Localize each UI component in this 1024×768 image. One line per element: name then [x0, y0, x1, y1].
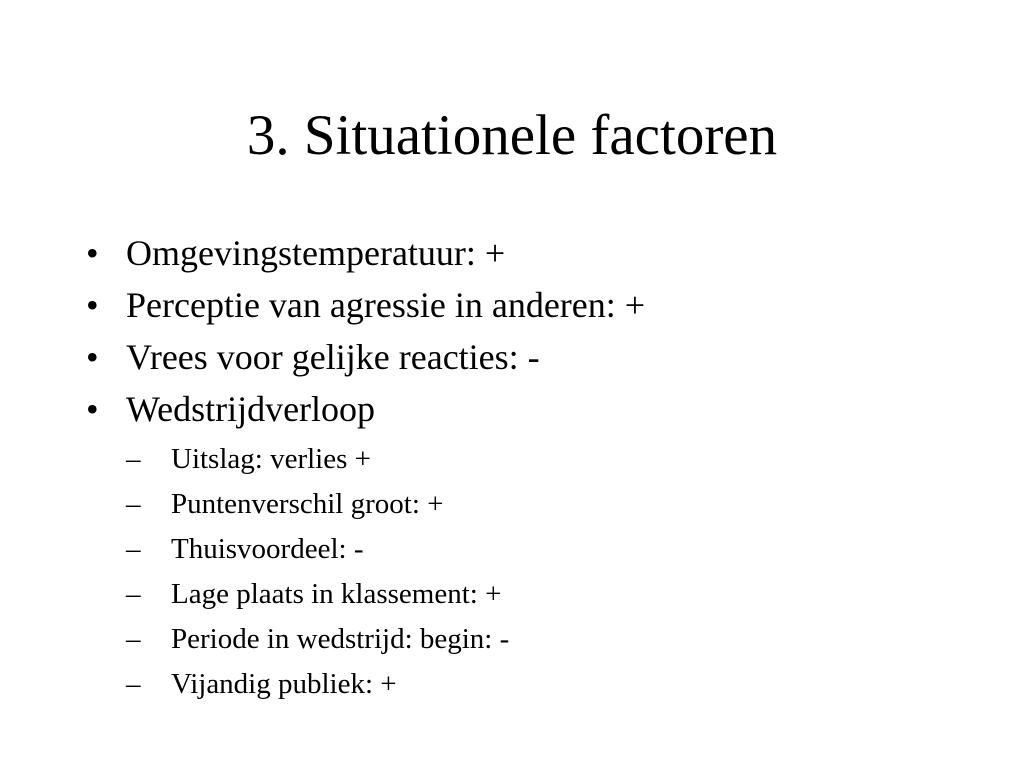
- sub-bullet-item: [126, 437, 645, 482]
- bullet-item: [86, 279, 645, 331]
- slide-title: 3. Situationele factoren: [246, 104, 778, 167]
- sub-bullet-text: Periode in wedstrijd: begin: -: [171, 623, 510, 655]
- sub-bullet-text: Lage plaats in klassement: +: [171, 578, 502, 610]
- bullet-item: [86, 227, 645, 279]
- bullet-text: Omgevingstemperatuur: +: [126, 233, 506, 273]
- bullet-text: Vrees voor gelijke reacties: -: [126, 337, 540, 377]
- bullet-item: [86, 331, 645, 383]
- sub-bullet-item: [126, 482, 645, 527]
- sub-bullet-item: [126, 617, 645, 662]
- sub-bullet-text: Vijandig publiek: +: [171, 668, 397, 700]
- sub-bullet-marker: –: [126, 578, 141, 610]
- sub-bullet-item: [126, 572, 645, 617]
- bullet-marker: •: [86, 337, 99, 377]
- sub-bullet-marker: –: [126, 488, 141, 520]
- bullet-text: Wedstrijdverloop: [126, 389, 376, 429]
- bullet-marker: •: [86, 389, 99, 429]
- bullet-item: [86, 383, 645, 707]
- bullet-text: Perceptie van agressie in anderen: +: [126, 285, 646, 325]
- sub-bullet-text: Thuisvoordeel: -: [171, 533, 364, 565]
- bullet-marker: •: [86, 285, 99, 325]
- sub-bullet-marker: –: [126, 533, 141, 565]
- sub-bullet-text: Uitslag: verlies +: [171, 443, 371, 475]
- sub-bullet-marker: –: [126, 623, 141, 655]
- sub-bullet-list: [126, 437, 645, 707]
- sub-bullet-item: [126, 527, 645, 572]
- sub-bullet-item: [126, 662, 645, 707]
- bullet-marker: •: [86, 233, 99, 273]
- sub-bullet-marker: –: [126, 668, 141, 700]
- sub-bullet-text: Puntenverschil groot: +: [171, 488, 444, 520]
- sub-bullet-marker: –: [126, 443, 141, 475]
- bullet-list: [86, 227, 645, 707]
